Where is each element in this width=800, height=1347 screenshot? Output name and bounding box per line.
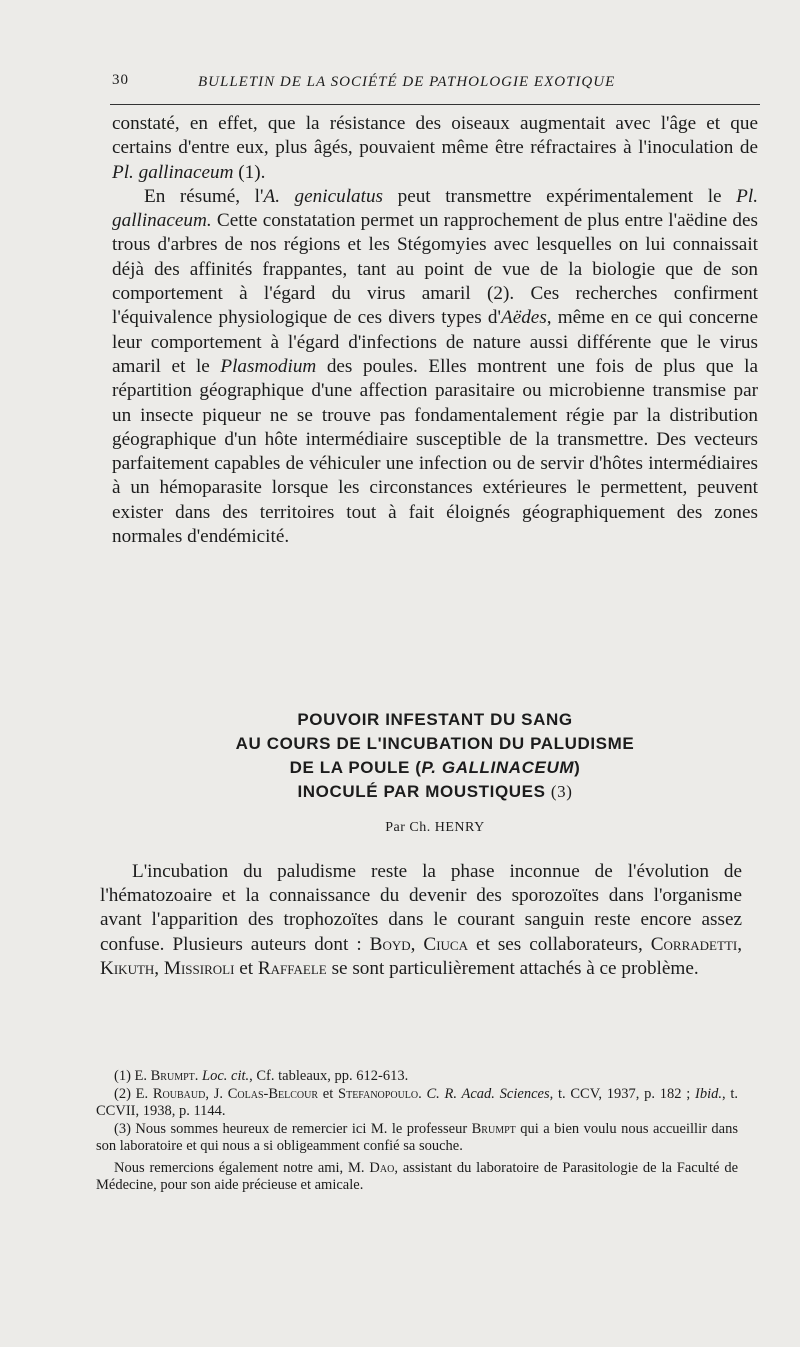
footnote-1: (1) E. Brumpt. Loc. cit., Cf. tableaux, pp. 612-613. [114, 1068, 409, 1084]
paragraph-continued: constaté, en effet, que la résistance des oiseaux augmentait avec l'âge et que certains d'entre eux, plus âgés, pouvaient même être réfractaires à l'inoculation de Pl. gallinaceum (1). [112, 113, 758, 183]
article-title [112, 708, 758, 804]
header-rule [110, 104, 760, 105]
footnote-ref-3: (3) [550, 782, 573, 801]
footnote-2: (2) E. Roubaud, J. Colas-Belcour et Stefanopoulo. C. R. Acad. Sciences, t. CCV, 1937, p. 182 ; Ibid., t. CCVII, 1938, p. 1144. [96, 1085, 738, 1119]
title-line-3: DE LA POULE (P. GALLINACEUM) [289, 758, 581, 777]
paragraph-intro: L'incubation du paludisme reste la phase inconnue de l'évolution de l'hématozoaire et la connaissance du devenir des sporozoïtes dans l'organisme avant l'apparition des trophozoïtes dans le courant sanguin reste encore assez confuse. Plusieurs auteurs dont : Boyd, Ciuca et ses collaborateurs, Corradetti, Kikuth, Missiroli et Raffaele se sont particulièrement attachés à ce problème. [100, 861, 742, 979]
footnote-3: (3) Nous sommes heureux de remercier ici M. le professeur Brumpt qui a bien voulu nous accueillir dans son laboratoire et qui nous a si obligeamment confié sa souche. [96, 1120, 738, 1154]
byline: Par Ch. HENRY [385, 820, 485, 835]
title-line-1: POUVOIR INFESTANT DU SANG [297, 710, 573, 729]
article-intro [100, 860, 742, 981]
title-line-2: AU COURS DE L'INCUBATION DU PALUDISME [235, 734, 635, 753]
paragraph-summary: En résumé, l'A. geniculatus peut transmettre expérimentalement le Pl. gallinaceum. Cette constatation permet un rapprochement de plus entre l'aëdine des trous d'arbres de nos régions et les Stégomyies avec lesquelles on lui connaissait déjà des affinités frappantes, tant au point de vue de la biologie que de son comportement à l'égard du virus amaril (2). Ces recherches confirment l'équivalence physiologique de ces divers types d'Aëdes, même en ce qui concerne leur comportement à l'égard d'infections de nature aussi différente que le virus amaril et le Plasmodium des poules. Elles montrent une fois de plus que la répartition géographique d'une affection parasitaire ou microbienne transmise par un insecte piqueur ne se trouve pas fondamentalement régie par la distribution géographique d'un hôte intermédiaire susceptible de la transmettre. Des vecteurs parfaitement capables de véhiculer une infection ou de servir d'hôtes intermédiaires à un hémoparasite lorsque les circonstances extérieures le permettent, peuvent exister dans des territoires tout à fait éloignés géographiquement des zones normales d'endémicité. [112, 185, 759, 548]
footnote-acknowledgement: Nous remercions également notre ami, M. Dao, assistant du laboratoire de Parasitologie de la Faculté de Médecine, pour son aide précieuse et amicale. [96, 1159, 739, 1193]
page-number: 30 [112, 72, 129, 88]
continued-text [112, 112, 758, 549]
journal-title: BULLETIN DE LA SOCIÉTÉ DE PATHOLOGIE EXOTIQUE [198, 74, 616, 90]
footnotes [96, 1068, 738, 1195]
title-line-4: INOCULÉ PAR MOUSTIQUES (3) [297, 782, 573, 801]
running-header [112, 72, 760, 94]
